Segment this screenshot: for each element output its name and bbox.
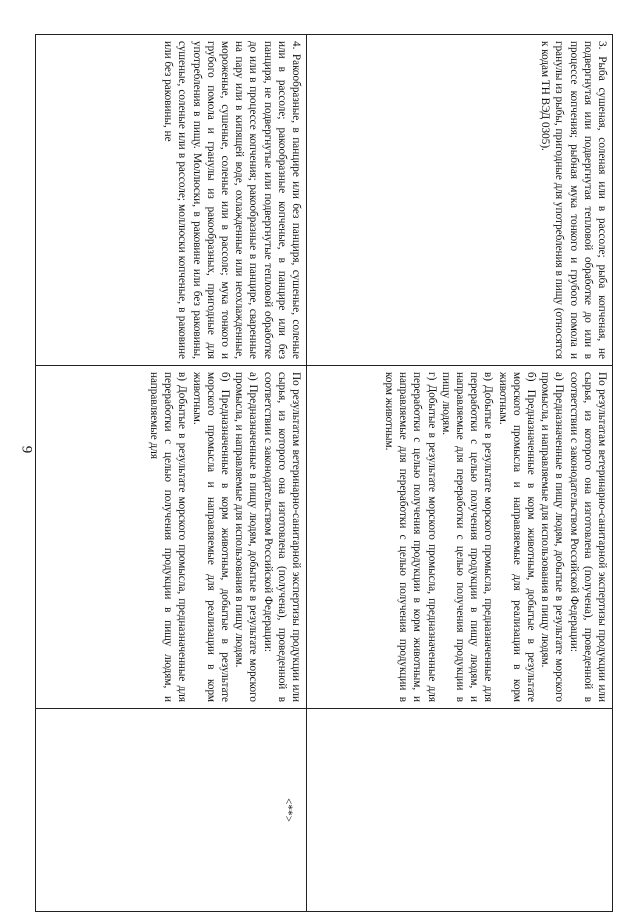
conditions-text: По результатам ветеринарно-санитарной экспертизы продукции или сырья, из которого она изготовлена (получена), проведенной в соответствии с законодательством Российской Федерации: а) Предназначенные в пищу людям, добытые в результате морского промысла, и направляемые для использования в пищу людям. б) Предназначенные в корм животным, добытые в результате морского промысла и направляемые для реализации в корм животным. в) Добытые в результате морского промысла, предназначенные для переработки с целью получения продукции в пищу людям, и направляемые для переработки с целью получения продукции в пищу людям. г) Добытые в результате морского промысла, предназначенные для переработки с целью получения продукции в корм животным, и направляемые для переработки с целью получения продукции в корм животным. <box>382 372 608 702</box>
table-row <box>307 35 613 912</box>
conditions-cell <box>36 366 307 709</box>
page-number: 9 <box>18 445 35 454</box>
table-row <box>36 35 307 912</box>
conditions-text: По результатам ветеринарно-санитарной экспертизы продукции или сырья, из которого она изготовлена (получена), проведенной в соответствии с законодательством Российской Федерации: а) Предназначенные в пищу людям, добытые в результате морского промысла, и направляемые для использования в пищу людям. б) Предназначенные в корм животным, добытые в результате морского промысла и направляемые для реализации в корм животным. в) Добытые в результате морского промысла, предназначенные для переработки с целью получения продукции в пищу людям, и направляемые для <box>147 372 302 702</box>
regulation-table <box>35 34 613 912</box>
product-text: 4. Ракообразные, в панцире или без панциря, сушеные, соленые или в рассоле; ракообразные копченые, в панцире или без панциря, не подвергнутые или подвергнутые тепловой обработке до или в процессе копчения; ракообразные в панцире, сваренные на пару или в кипящей воде, охлажденные или неохлажденные, мороженые, сушеные, соленые или в рассоле; мука тонкого и грубого помола и гранулы из ракообразных, пригодные для употребления в пищу. Моллюски, в раковине или без раковины, сушеные, соленые или в рассоле; моллюски копченые, в раковине или без раковины, не <box>162 41 302 359</box>
conditions-cell <box>307 366 613 709</box>
note-mark: <**> <box>282 798 294 822</box>
product-text: 3. Рыба сушеная, соленая или в рассоле; рыба копченая, не подвергнутая или подвергнутая тепловой обработке до или в процессе копчения; рыбная мука тонкого и грубого помола и гранулы из рыбы, пригодные для употребления в пищу (относятся к кодам ТН ВЭД 0305). <box>539 41 608 359</box>
note-mark <box>601 715 609 905</box>
rotated-page <box>40 34 613 872</box>
note-cell <box>36 709 307 912</box>
note-cell <box>307 709 613 912</box>
product-cell <box>307 35 613 366</box>
product-cell <box>36 35 307 366</box>
